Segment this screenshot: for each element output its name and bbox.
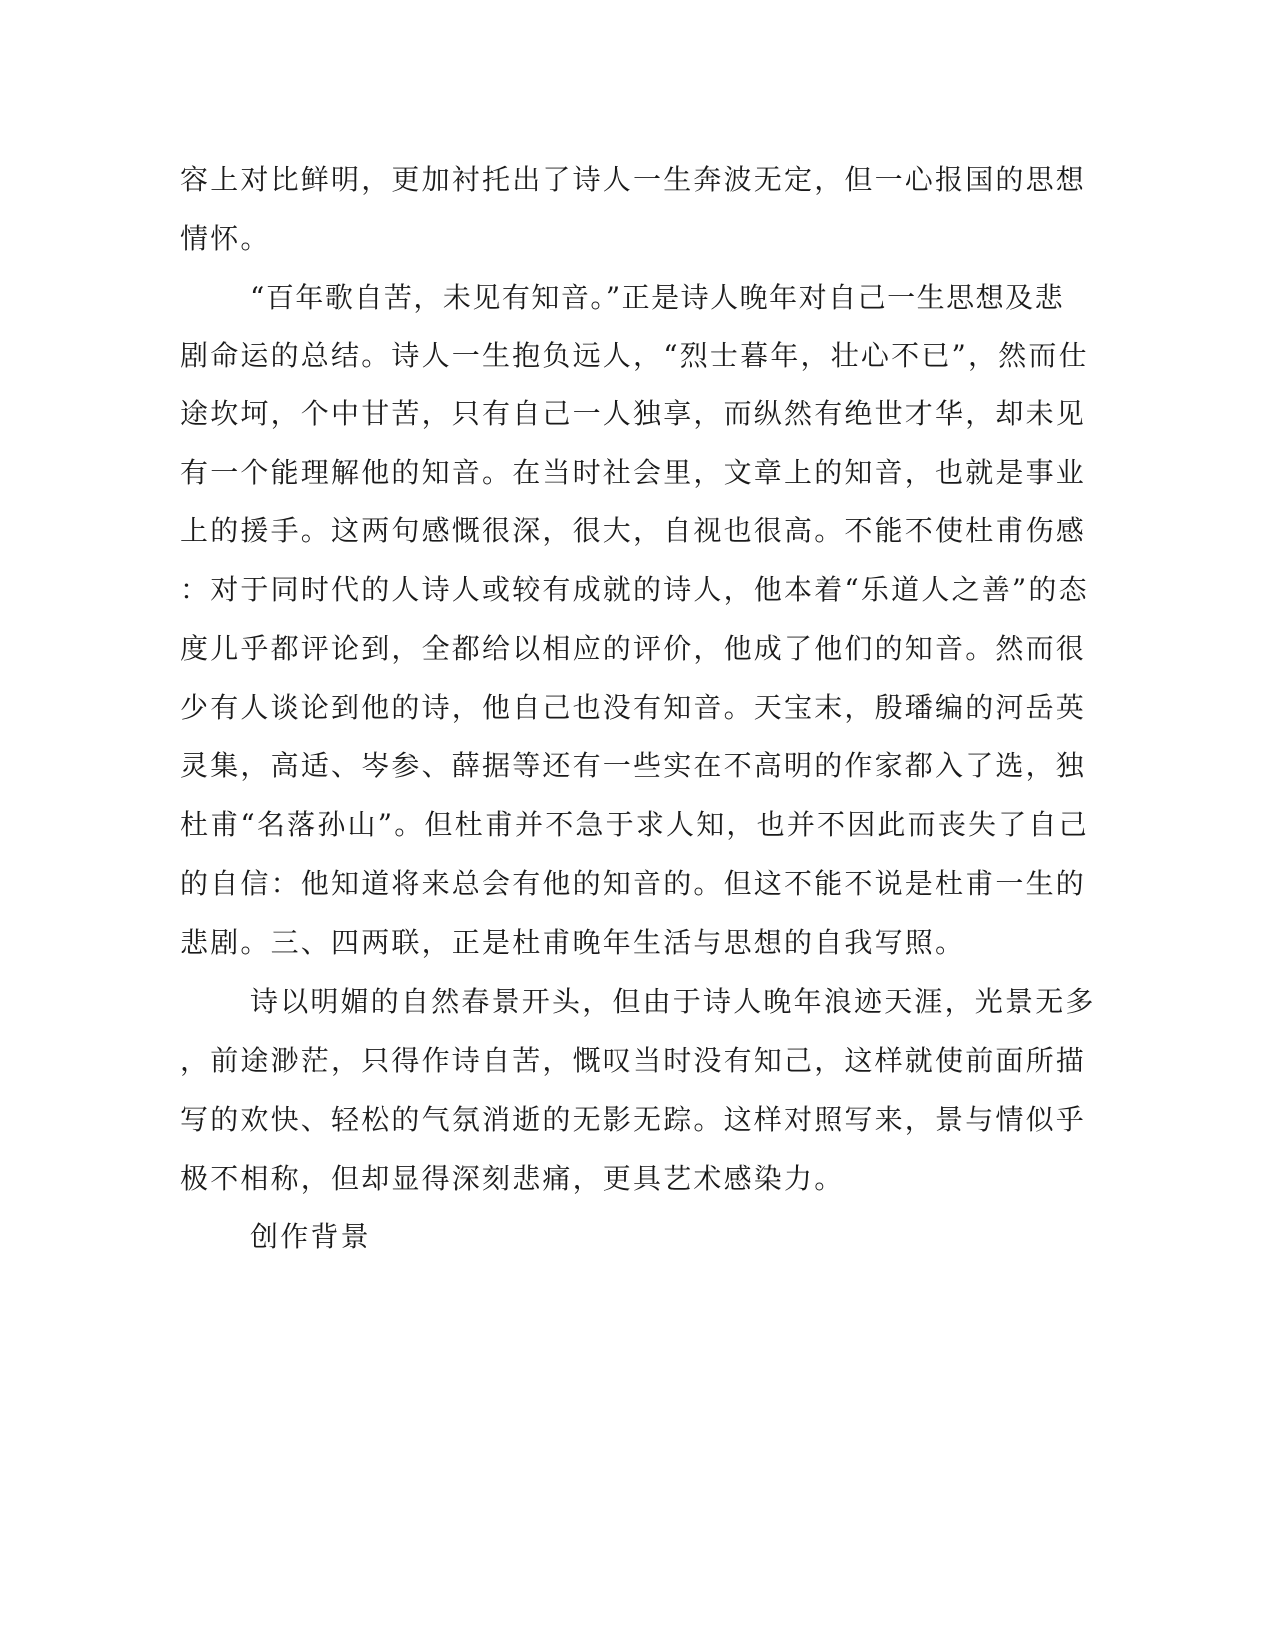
text-line-15: 诗以明媚的自然春景开头，但由于诗人晚年浪迹天涯，光景无多 [250, 985, 1096, 1018]
text-line-12: 杜甫“名落孙山”。但杜甫并不急于求人知，也并不因此而丧失了自己 [180, 808, 1089, 841]
text-line-2: 情怀。 [180, 222, 271, 255]
text-line-9: 度儿乎都评论到，全都给以相应的评价，他成了他们的知音。然而很 [180, 632, 1087, 665]
text-line-5: 途坎坷，个中甘苦，只有自己一人独享，而纵然有绝世才华，却未见 [180, 397, 1087, 430]
text-line-18: 极不相称，但却显得深刻悲痛，更具艺术感染力。 [180, 1162, 845, 1195]
text-line-17: 写的欢快、轻松的气氛消逝的无影无踪。这样对照写来，景与情似乎 [180, 1103, 1087, 1136]
text-line-3: “百年歌自苦，未见有知音。”正是诗人晚年对自己一生思想及悲 [250, 281, 1065, 314]
text-line-8: ：对于同时代的人诗人或较有成就的诗人，他本着“乐道人之善”的态 [180, 573, 1089, 606]
text-line-6: 有一个能理解他的知音。在当时社会里，文章上的知音，也就是事业 [180, 456, 1087, 489]
text-line-16: ，前途渺茫，只得作诗自苦，慨叹当时没有知己，这样就使前面所描 [180, 1044, 1087, 1077]
text-line-14: 悲剧。三、四两联，正是杜甫晚年生活与思想的自我写照。 [180, 926, 966, 959]
text-line-7: 上的援手。这两句感慨很深，很大，自视也很高。不能不使杜甫伤感 [180, 514, 1087, 547]
text-line-11: 灵集，高适、岑参、薛据等还有一些实在不高明的作家都入了选，独 [180, 749, 1087, 782]
text-line-10: 少有人谈论到他的诗，他自己也没有知音。天宝末，殷璠编的河岳英 [180, 691, 1087, 724]
section-heading: 创作背景 [250, 1220, 371, 1253]
text-line-4: 剧命运的总结。诗人一生抱负远人，“烈士暮年，壮心不已”，然而仕 [180, 339, 1089, 372]
text-line-1: 容上对比鲜明，更加衬托出了诗人一生奔波无定，但一心报国的思想 [180, 163, 1087, 196]
text-line-13: 的自信：他知道将来总会有他的知音的。但这不能不说是杜甫一生的 [180, 867, 1087, 900]
